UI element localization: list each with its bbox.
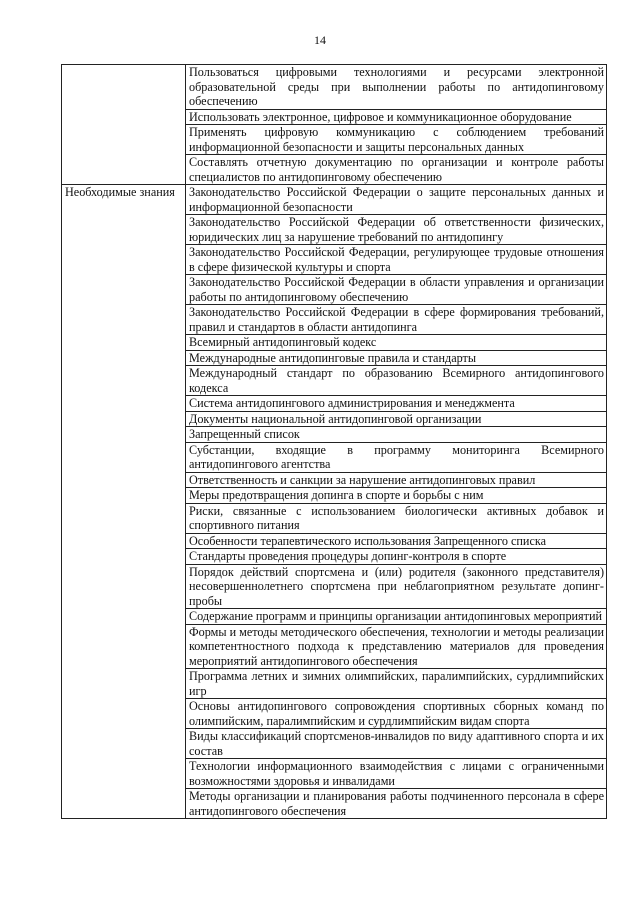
table-cell: Использовать электронное, цифровое и коммуникационное оборудование	[186, 109, 607, 125]
table-cell: Основы антидопингового сопровождения спортивных сборных команд по олимпийским, паралимпийским и сурдлимпийским видам спорта	[186, 699, 607, 729]
table-cell: Виды классификаций спортсменов-инвалидов по виду адаптивного спорта и их состав	[186, 729, 607, 759]
table-cell: Меры предотвращения допинга в спорте и борьбы с ним	[186, 488, 607, 504]
table-cell: Программа летних и зимних олимпийских, паралимпийских, сурдлимпийских игр	[186, 669, 607, 699]
table-cell: Содержание программ и принципы организации антидопинговых мероприятий	[186, 609, 607, 625]
table-cell: Законодательство Российской Федерации об ответственности физических, юридических лиц за нарушение требований по антидопингу	[186, 215, 607, 245]
table-cell: Система антидопингового администрирования и менеджмента	[186, 396, 607, 412]
table-cell: Международные антидопинговые правила и стандарты	[186, 350, 607, 366]
competency-table	[61, 64, 607, 819]
table-cell: Законодательство Российской Федерации о защите персональных данных и информационной безопасности	[186, 185, 607, 215]
table-cell: Пользоваться цифровыми технологиями и ресурсами электронной образовательной среды при выполнении работы по антидопинговому обеспечению	[186, 65, 607, 110]
table-cell: Запрещенный список	[186, 427, 607, 443]
table-cell: Законодательство Российской Федерации, регулирующее трудовые отношения в сфере физической культуры и спорта	[186, 245, 607, 275]
table-cell: Порядок действий спортсмена и (или) родителя (законного представителя) несовершеннолетнего спортсмена при неблагоприятном результате допинг-пробы	[186, 564, 607, 609]
section-label-knowledge: Необходимые знания	[62, 185, 186, 819]
table-cell: Применять цифровую коммуникацию с соблюдением требований информационной безопасности и защиты персональных данных	[186, 125, 607, 155]
table-cell: Особенности терапевтического использования Запрещенного списка	[186, 533, 607, 549]
table-cell: Всемирный антидопинговый кодекс	[186, 335, 607, 351]
table-cell: Технологии информационного взаимодействия с лицами с ограниченными возможностями здоровья и инвалидами	[186, 759, 607, 789]
table-cell: Ответственность и санкции за нарушение антидопинговых правил	[186, 472, 607, 488]
table-row	[62, 65, 607, 110]
table-cell: Субстанции, входящие в программу мониторинга Всемирного антидопингового агентства	[186, 442, 607, 472]
table-cell: Методы организации и планирования работы подчиненного персонала в сфере антидопингового обеспечения	[186, 789, 607, 819]
table-cell: Документы национальной антидопинговой организации	[186, 411, 607, 427]
table-row	[62, 185, 607, 215]
page-number: 14	[314, 33, 326, 47]
table-cell: Законодательство Российской Федерации в сфере формирования требований, правил и стандартов в области антидопинга	[186, 305, 607, 335]
table-cell: Составлять отчетную документацию по организации и контроле работы специалистов по антидопинговому обеспечению	[186, 155, 607, 185]
section-label-cell	[62, 65, 186, 185]
table-cell: Законодательство Российской Федерации в области управления и организации работы по антидопинговому обеспечению	[186, 275, 607, 305]
table-cell: Стандарты проведения процедуры допинг-контроля в спорте	[186, 549, 607, 565]
table-cell: Международный стандарт по образованию Всемирного антидопингового кодекса	[186, 366, 607, 396]
table-cell: Формы и методы методического обеспечения, технологии и методы реализации компетентностного подхода к представлению материалов для проведения мероприятий антидопингового обеспечения	[186, 624, 607, 669]
table-cell: Риски, связанные с использованием биологически активных добавок и спортивного питания	[186, 503, 607, 533]
